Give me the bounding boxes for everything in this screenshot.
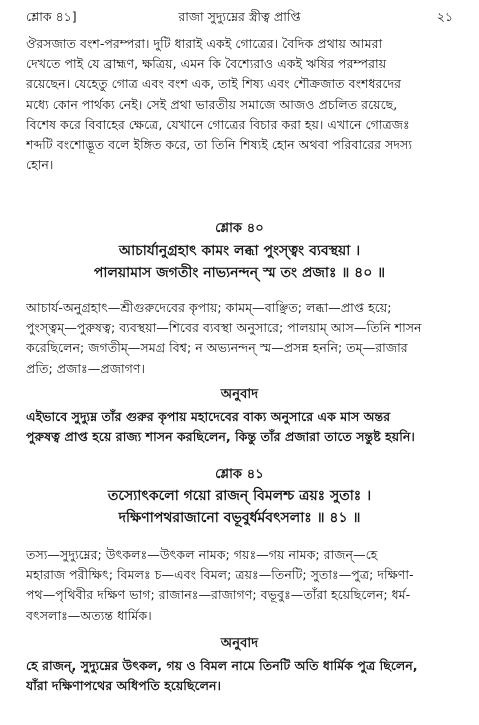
translation-line: হে রাজন্, সুদ্যুম্নের উৎকল, গয় ও বিমল নামে তিনটি অতি ধার্মিক পুত্র ছিলেন, <box>26 658 418 673</box>
translation-line: যাঁরা দক্ষিণাপথের অধিপতি হয়েছিলেন। <box>26 678 221 694</box>
purport-line: ঔরসজাত বংশ-পরম্পরা। দুটি ধারাই একই গোত্রের। বৈদিক প্রথায় আমরা <box>26 36 383 51</box>
purport-continuation <box>26 34 454 175</box>
purport-line: হোন। <box>26 157 54 173</box>
purport-line: মধ্যে কোন পার্থক্য নেই। সেই প্রথা ভারতীয় সমাজে আজও প্রচলিত রয়েছে, <box>26 96 398 112</box>
verse-line: দক্ষিণাপথরাজানো বভূবুর্ধর্মবৎসলাঃ ॥ ৪১ ॥ <box>118 510 361 526</box>
synonym-line: পথ—পৃথিবীর দক্ষিণ ভাগ; রাজানঃ—রাজাগণ; বভূবুঃ—তাঁরা হয়েছিলেন; ধর্ম- <box>26 587 411 603</box>
page-header <box>26 6 453 28</box>
translation-line: পুরুষত্ব প্রাপ্ত হয়ে রাজ্য শাসন করছিলেন, কিন্তু তাঁর প্রজারা তাতে সন্তুষ্ট হয়নি। <box>26 429 415 445</box>
synonym-line: মহারাজ পরীক্ষিৎ; বিমলঃ চ—এবং বিমল; ত্রয়ঃ—তিনটি; সুতাঃ—পুত্র; দক্ষিণা- <box>26 567 414 583</box>
verse-40-synonyms <box>26 298 454 379</box>
synonym-line: তস্য—সুদ্যুম্নের; উৎকলঃ—উৎকল নামক; গয়ঃ—গয় নামক; রাজন্—হে <box>26 547 378 562</box>
verse-40-translation <box>26 407 454 447</box>
verse-41-translation <box>26 656 454 696</box>
verse-41-synonyms <box>26 545 454 626</box>
purport-line: রয়েছেন। যেহেতু গোত্র এবং বংশ এক, তাই শিষ্য এবং শৌক্রজাত বংশধরদের <box>26 76 402 92</box>
translation-line: এইভাবে সুদ্যুম্ন তাঁর গুরুর কৃপায় মহাদেবের বাক্য অনুসারে এক মাস অন্তর <box>26 409 391 424</box>
synonym-line: পুংস্ত্বম্—পুরুষত্ব; ব্যবস্থয়া—শিবের ব্যবস্থা অনুসারে; পালয়াম্ আস—তিনি শাসন <box>26 320 422 336</box>
header-verse-ref: শ্লোক ৪১] <box>26 9 77 24</box>
synonym-line: বৎসলাঃ—অত্যন্ত ধার্মিক। <box>26 607 152 623</box>
verse-41-translation-heading: অনুবাদ <box>220 636 259 651</box>
header-page-number: ২১ <box>436 9 453 24</box>
verse-line: আচার্যানুগ্রহাৎ কামং লব্ধা পুংস্ত্বং ব্যবস্থয়া । <box>118 243 361 259</box>
verse-line: তস্যোৎকলো গয়ো রাজন্ বিমলশ্চ ত্রয়ঃ সুতাঃ । <box>107 488 372 504</box>
synonym-line: প্রতি; প্রজাঃ—প্রজাগণ। <box>26 360 146 376</box>
verse-line: পালয়ামাস জগতীং নাভ্যনন্দন্ স্ম তং প্রজাঃ ॥ ৪০ ॥ <box>93 265 386 281</box>
verse-40-translation-heading: অনুবাদ <box>220 387 259 402</box>
synonym-line: আচার্য-অনুগ্রহাৎ—শ্রীগুরুদেবের কৃপায়; কামম্—বাঞ্ছিত; লব্ধা—প্রাপ্ত হয়ে; <box>26 300 392 315</box>
header-chapter-title: রাজা সুদ্যুম্নের স্ত্রীত্ব প্রাপ্তি <box>178 9 301 24</box>
purport-line: দেখতে পাই যে ব্রাহ্মণ, ক্ষত্রিয়, এমন কি বৈশ্যেরাও একই ঋষির পরম্পরায় <box>26 56 387 72</box>
purport-line: বিশেষ করে বিবাহের ক্ষেত্রে, যেখানে গোত্রের বিচার করা হয়। এখানে গোত্রজঃ <box>26 116 410 132</box>
verse-40-heading: শ্লোক ৪০ <box>215 221 264 236</box>
verse-41-heading: শ্লোক ৪১ <box>215 467 264 482</box>
synonym-line: করেছিলেন; জগতীম্—সমগ্র বিশ্ব; ন অভ্যনন্দন্ স্ম—প্রসন্ন হননি; তম্—রাজার <box>26 340 408 356</box>
purport-line: শব্দটি বংশোদ্ভূত বলে ইঙ্গিত করে, তা তিনি শিষ্যই হোন অথবা পরিবারের সদস্য <box>26 137 412 153</box>
verse-41-text <box>0 485 479 529</box>
verse-40-text <box>0 240 479 284</box>
